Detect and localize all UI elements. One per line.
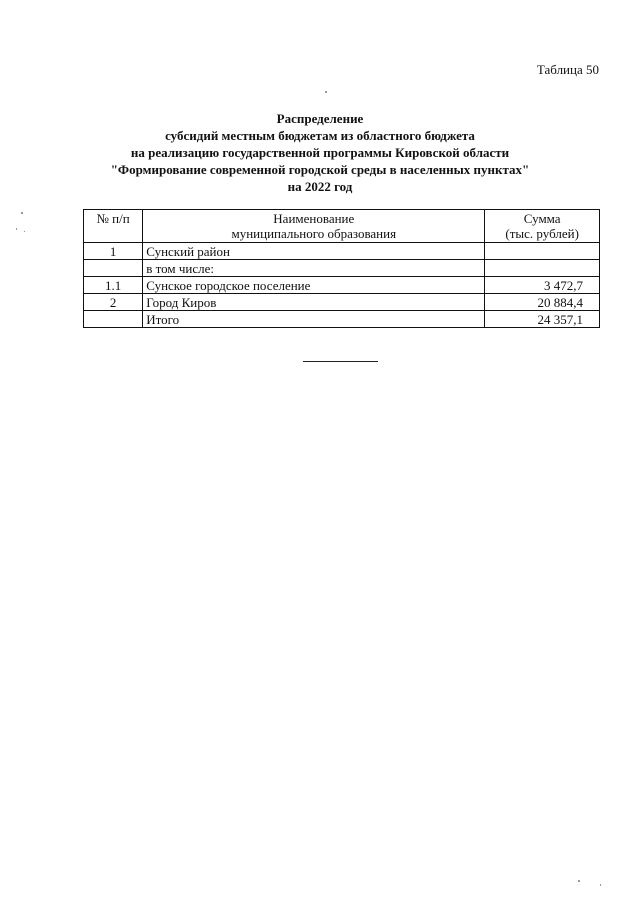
header-municipality [143, 210, 485, 243]
row-sum: 20 884,4 [485, 294, 600, 311]
table-number-label: Таблица 50 [536, 62, 599, 77]
title-line: на 2022 год [287, 179, 353, 194]
header-municipality-line1: Наименование [273, 211, 355, 226]
header-sum-line1: Сумма [523, 211, 561, 226]
row-sum: 24 357,1 [485, 311, 600, 328]
scan-speck [16, 228, 17, 230]
scan-speck [578, 880, 580, 882]
row-municipality: Город Киров [143, 294, 485, 311]
table-header-row [84, 210, 600, 243]
header-number: № п/п [84, 210, 143, 243]
table-row [84, 294, 600, 311]
header-sum [485, 210, 600, 243]
scan-speck [600, 884, 601, 886]
row-sum [485, 260, 600, 277]
table-row [84, 260, 600, 277]
row-number: 1.1 [84, 277, 143, 294]
end-divider [303, 361, 378, 362]
row-number [84, 311, 143, 328]
document-title [0, 110, 640, 195]
scan-speck [325, 91, 327, 93]
table-row [84, 243, 600, 260]
table-row [84, 277, 600, 294]
scan-speck [24, 231, 25, 232]
row-municipality: Сунский район [143, 243, 485, 260]
row-sum: 3 472,7 [485, 277, 600, 294]
subsidy-table [83, 209, 600, 328]
header-sum-line2: (тыс. рублей) [505, 226, 579, 241]
row-number: 2 [84, 294, 143, 311]
row-municipality: в том числе: [143, 260, 485, 277]
row-municipality: Итого [143, 311, 485, 328]
table-total-row [84, 311, 600, 328]
title-line: на реализацию государственной программы Кировской области [130, 145, 510, 160]
row-sum [485, 243, 600, 260]
scan-speck [21, 212, 23, 214]
title-line: Распределение [276, 111, 364, 126]
row-number: 1 [84, 243, 143, 260]
title-line: субсидий местным бюджетам из областного бюджета [165, 128, 475, 143]
title-line: "Формирование современной городской среды в населенных пунктах" [110, 162, 530, 177]
row-municipality: Сунское городское поселение [143, 277, 485, 294]
row-number [84, 260, 143, 277]
header-municipality-line2: муниципального образования [231, 226, 397, 241]
